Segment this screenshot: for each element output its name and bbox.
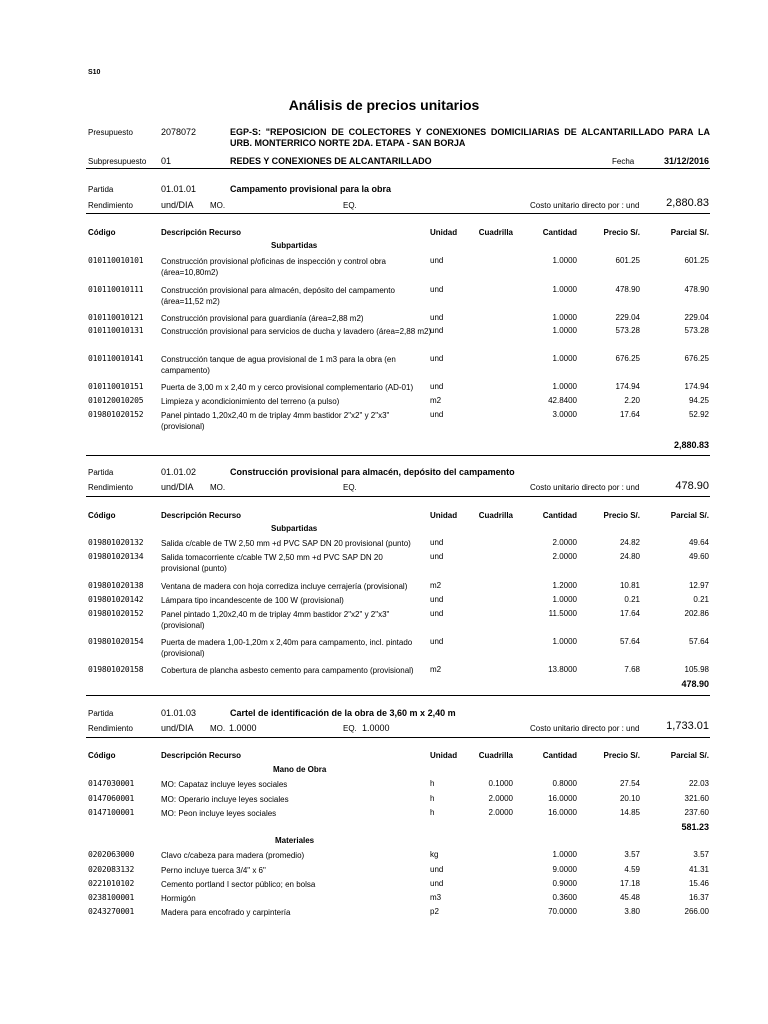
item-precio: 3.57	[624, 850, 640, 859]
item-parcial: 57.64	[688, 637, 709, 646]
presupuesto-code: 2078072	[161, 127, 197, 137]
item-parcial: 41.31	[688, 865, 709, 874]
col-parcial: Parcial S/.	[670, 511, 709, 520]
item-code: 010110010151	[88, 382, 144, 391]
col-cuadrilla: Cuadrilla	[478, 511, 513, 520]
item-cantidad: 42.8400	[548, 396, 577, 405]
item-parcial: 49.60	[688, 552, 709, 561]
item-description: Construcción provisional para guardianía (área=2,88 m2)	[161, 314, 364, 323]
item-code: 010110010131	[88, 326, 144, 335]
item-unit: und	[430, 879, 444, 888]
subpresupuesto-description: REDES Y CONEXIONES DE ALCANTARILLADO	[230, 156, 432, 166]
item-precio: 17.64	[619, 609, 640, 618]
item-parcial: 174.94	[684, 382, 709, 391]
item-code: 0202083132	[88, 865, 135, 874]
item-description: Salida tomacorriente c/cable TW 2,50 mm +d PVC SAP DN 20 provisional (punto)	[161, 553, 383, 573]
item-description: Puerta de 3,00 m x 2,40 m y cerco provisional complementario (AD-01)	[161, 383, 414, 392]
item-cantidad: 1.0000	[552, 313, 577, 322]
item-cantidad: 1.0000	[552, 382, 577, 391]
item-description: Panel pintado 1,20x2,40 m de triplay 4mm bastidor 2"x2" y 2"x3" (provisional)	[161, 610, 390, 630]
col-codigo: Código	[88, 751, 116, 760]
item-description: Madera para encofrado y carpintería	[161, 908, 291, 917]
mo-label: MO.	[210, 201, 226, 210]
partida-title: Construcción provisional para almacén, depósito del campamento	[230, 467, 515, 477]
item-parcial: 478.90	[684, 285, 709, 294]
item-precio: 7.68	[624, 665, 640, 674]
item-precio: 229.04	[615, 313, 640, 322]
section-heading: Materiales	[275, 836, 315, 845]
item-unit: h	[430, 794, 435, 803]
item-unit: und	[430, 326, 444, 335]
item-unit: und	[430, 865, 444, 874]
item-description: Limpieza y acondicionimiento del terreno (a pulso)	[161, 397, 340, 406]
item-precio: 3.80	[624, 907, 640, 916]
item-unit: und	[430, 552, 444, 561]
item-description: Construcción tanque de agua provisional de 1 m3 para la obra (en campamento)	[161, 355, 396, 375]
item-cantidad: 70.0000	[548, 907, 577, 916]
col-parcial: Parcial S/.	[670, 228, 709, 237]
item-parcial: 266.00	[684, 907, 709, 916]
item-code: 0147030001	[88, 779, 135, 788]
item-cantidad: 0.9000	[552, 879, 577, 888]
subpresupuesto-code: 01	[161, 156, 172, 166]
item-precio: 24.82	[619, 538, 640, 547]
item-code: 019801020142	[88, 595, 144, 604]
item-parcial: 16.37	[688, 893, 709, 902]
item-code: 010110010121	[88, 313, 144, 322]
rendimiento-label: Rendimiento	[88, 483, 133, 492]
item-parcial: 94.25	[688, 396, 709, 405]
item-unit: und	[430, 354, 444, 363]
item-cuadrilla: 2.0000	[488, 794, 513, 803]
item-parcial: 676.25	[684, 354, 709, 363]
item-unit: und	[430, 410, 444, 419]
rendimiento-label: Rendimiento	[88, 201, 133, 210]
item-description: Construcción provisional p/oficinas de inspección y control obra (área=10,80m2)	[161, 257, 387, 277]
item-parcial: 237.60	[684, 808, 709, 817]
partida-total: 478.90	[681, 679, 709, 689]
item-cantidad: 9.0000	[552, 865, 577, 874]
col-unidad: Unidad	[430, 228, 458, 237]
item-cantidad: 1.0000	[552, 850, 577, 859]
item-cantidad: 13.8000	[548, 665, 577, 674]
partida-label: Partida	[88, 185, 114, 194]
item-code: 019801020152	[88, 410, 144, 419]
software-mark: S10	[88, 69, 101, 76]
header-divider	[86, 168, 710, 169]
item-description: MO: Peon incluye leyes sociales	[161, 809, 277, 818]
item-precio: 17.18	[619, 879, 640, 888]
item-code: 010120010205	[88, 396, 144, 405]
item-parcial: 229.04	[684, 313, 709, 322]
item-unit: und	[430, 538, 444, 547]
item-precio: 27.54	[619, 779, 640, 788]
item-unit: und	[430, 313, 444, 322]
rendimiento-unit: und/DIA	[161, 200, 194, 210]
item-unit: und	[430, 595, 444, 604]
item-parcial: 49.64	[688, 538, 709, 547]
section-heading: Subpartidas	[271, 241, 318, 250]
section-heading: Subpartidas	[271, 524, 318, 533]
item-code: 0147060001	[88, 794, 135, 803]
item-precio: 573.28	[615, 326, 640, 335]
item-cantidad: 3.0000	[552, 410, 577, 419]
partida-title: Campamento provisional para la obra	[230, 184, 392, 194]
item-unit: h	[430, 808, 435, 817]
item-cantidad: 11.5000	[548, 609, 577, 618]
item-precio: 20.10	[619, 794, 640, 803]
item-code: 010110010111	[88, 285, 144, 294]
item-code: 0243270001	[88, 907, 135, 916]
costo-label: Costo unitario directo por : und	[530, 724, 640, 733]
item-unit: und	[430, 609, 444, 618]
item-code: 010110010141	[88, 354, 144, 363]
item-description: Cemento portland I sector público; en bolsa	[161, 880, 316, 889]
item-code: 019801020152	[88, 609, 144, 618]
col-cantidad: Cantidad	[542, 751, 577, 760]
partida-title: Cartel de identificación de la obra de 3,60 m x 2,40 m	[230, 708, 456, 718]
item-precio: 57.64	[619, 637, 640, 646]
col-parcial: Parcial S/.	[670, 751, 709, 760]
item-description: Salida c/cable de TW 2,50 mm +d PVC SAP DN 20 provisional (punto)	[161, 539, 411, 548]
item-code: 0238100001	[88, 893, 135, 902]
col-precio: Precio S/.	[603, 228, 640, 237]
col-precio: Precio S/.	[603, 751, 640, 760]
item-precio: 10.81	[619, 581, 640, 590]
fecha-value: 31/12/2016	[663, 156, 709, 166]
rendimiento-label: Rendimiento	[88, 724, 133, 733]
col-cantidad: Cantidad	[542, 511, 577, 520]
col-descripcion: Descripción Recurso	[161, 511, 242, 520]
item-description: Clavo c/cabeza para madera (promedio)	[161, 851, 305, 860]
item-parcial: 3.57	[693, 850, 709, 859]
item-description: Hormigón	[161, 894, 196, 903]
rendimiento-unit: und/DIA	[161, 482, 194, 492]
rendimiento-unit: und/DIA	[161, 723, 194, 733]
item-parcial: 202.86	[684, 609, 709, 618]
item-precio: 478.90	[615, 285, 640, 294]
item-parcial: 321.60	[684, 794, 709, 803]
item-cantidad: 2.0000	[552, 538, 577, 547]
col-unidad: Unidad	[430, 751, 458, 760]
item-cuadrilla: 2.0000	[488, 808, 513, 817]
costo-label: Costo unitario directo por : und	[530, 483, 640, 492]
item-code: 019801020138	[88, 581, 144, 590]
partida-code: 01.01.01	[161, 184, 197, 194]
divider	[86, 695, 710, 696]
item-cantidad: 0.3600	[552, 893, 577, 902]
subpresupuesto-label: Subpresupuesto	[88, 157, 147, 166]
item-code: 0147100001	[88, 808, 135, 817]
item-precio: 4.59	[624, 865, 640, 874]
presupuesto-description: EGP-S: "REPOSICION DE COLECTORES Y CONEXIONES DOMICILIARIAS DE ALCANTARILLADO PARA LA URB. MONTERRICO NORTE 2DA. ETAPA - SAN BORJA	[230, 127, 710, 148]
partida-code: 01.01.02	[161, 467, 197, 477]
item-precio: 17.64	[619, 410, 640, 419]
item-unit: und	[430, 382, 444, 391]
item-description: Ventana de madera con hoja corrediza incluye cerrajería (provisional)	[161, 582, 408, 591]
item-cuadrilla: 0.1000	[488, 779, 513, 788]
item-description: Panel pintado 1,20x2,40 m de triplay 4mm bastidor 2"x2" y 2"x3" (provisional)	[161, 411, 390, 431]
partida-label: Partida	[88, 709, 114, 718]
divider	[86, 213, 710, 214]
mo-label: MO.	[210, 483, 226, 492]
col-cantidad: Cantidad	[542, 228, 577, 237]
page-title: Análisis de precios unitarios	[288, 97, 480, 113]
item-code: 019801020134	[88, 552, 144, 561]
divider	[86, 455, 710, 456]
item-description: Cobertura de plancha asbesto cemento para campamento (provisional)	[161, 666, 414, 675]
item-unit: m3	[430, 893, 442, 902]
item-description: Lámpara tipo incandescente de 100 W (provisional)	[161, 596, 344, 605]
eq-label: EQ.	[343, 724, 357, 733]
item-precio: 24.80	[619, 552, 640, 561]
item-precio: 174.94	[615, 382, 640, 391]
item-precio: 45.48	[619, 893, 640, 902]
item-description: Puerta de madera 1,00-1,20m x 2,40m para campamento, incl. pintado (provisional)	[161, 638, 413, 658]
divider	[86, 737, 710, 738]
item-parcial: 15.46	[688, 879, 709, 888]
section-heading: Mano de Obra	[273, 765, 327, 774]
item-cantidad: 1.0000	[552, 326, 577, 335]
item-parcial: 52.92	[688, 410, 709, 419]
section-total: 581.23	[681, 822, 709, 832]
item-precio: 14.85	[619, 808, 640, 817]
item-unit: kg	[430, 850, 439, 859]
divider	[86, 496, 710, 497]
item-precio: 0.21	[624, 595, 640, 604]
item-precio: 601.25	[615, 256, 640, 265]
item-description: Construcción provisional para servicios de ducha y lavadero (área=2,88 m2)	[161, 327, 432, 336]
item-cantidad: 1.0000	[552, 256, 577, 265]
item-parcial: 601.25	[684, 256, 709, 265]
item-code: 0221010102	[88, 879, 135, 888]
eq-value: 1.0000	[362, 723, 390, 733]
item-precio: 2.20	[624, 396, 640, 405]
col-precio: Precio S/.	[603, 511, 640, 520]
item-description: Perno incluye tuerca 3/4" x 6"	[161, 866, 266, 875]
col-unidad: Unidad	[430, 511, 458, 520]
item-parcial: 573.28	[684, 326, 709, 335]
item-cantidad: 1.0000	[552, 595, 577, 604]
item-unit: m2	[430, 581, 442, 590]
partida-label: Partida	[88, 468, 114, 477]
item-unit: m2	[430, 396, 442, 405]
partida-total: 2,880.83	[673, 440, 709, 450]
col-descripcion: Descripción Recurso	[161, 228, 242, 237]
col-codigo: Código	[88, 228, 116, 237]
item-code: 019801020154	[88, 637, 144, 646]
item-cantidad: 1.2000	[552, 581, 577, 590]
partida-code: 01.01.03	[161, 708, 197, 718]
col-cuadrilla: Cuadrilla	[478, 228, 513, 237]
item-parcial: 12.97	[688, 581, 709, 590]
costo-label: Costo unitario directo por : und	[530, 201, 640, 210]
presupuesto-label: Presupuesto	[88, 128, 133, 137]
col-codigo: Código	[88, 511, 116, 520]
fecha-label: Fecha	[612, 157, 635, 166]
item-code: 010110010101	[88, 256, 144, 265]
item-unit: h	[430, 779, 435, 788]
costo-unitario: 478.90	[675, 480, 709, 492]
item-cantidad: 0.8000	[552, 779, 577, 788]
item-cantidad: 16.0000	[548, 808, 577, 817]
item-unit: p2	[430, 907, 439, 916]
item-cantidad: 1.0000	[552, 354, 577, 363]
col-descripcion: Descripción Recurso	[161, 751, 242, 760]
costo-unitario: 1,733.01	[666, 720, 709, 732]
item-cantidad: 2.0000	[552, 552, 577, 561]
item-parcial: 0.21	[693, 595, 709, 604]
item-parcial: 22.03	[688, 779, 709, 788]
item-unit: und	[430, 637, 444, 646]
item-unit: und	[430, 285, 444, 294]
item-code: 0202063000	[88, 850, 135, 859]
item-unit: und	[430, 256, 444, 265]
costo-unitario: 2,880.83	[666, 197, 709, 209]
mo-label: MO.	[210, 724, 226, 733]
eq-label: EQ.	[343, 483, 357, 492]
item-code: 019801020132	[88, 538, 144, 547]
item-code: 019801020158	[88, 665, 144, 674]
item-precio: 676.25	[615, 354, 640, 363]
item-cantidad: 1.0000	[552, 285, 577, 294]
eq-label: EQ.	[343, 201, 357, 210]
item-unit: m2	[430, 665, 442, 674]
item-description: MO: Capataz incluye leyes sociales	[161, 780, 288, 789]
item-description: Construcción provisional para almacén, depósito del campamento (área=11,52 m2)	[161, 286, 395, 306]
mo-value: 1.0000	[229, 723, 257, 733]
item-cantidad: 16.0000	[548, 794, 577, 803]
item-cantidad: 1.0000	[552, 637, 577, 646]
col-cuadrilla: Cuadrilla	[478, 751, 513, 760]
item-parcial: 105.98	[684, 665, 709, 674]
item-description: MO: Operario incluye leyes sociales	[161, 795, 289, 804]
